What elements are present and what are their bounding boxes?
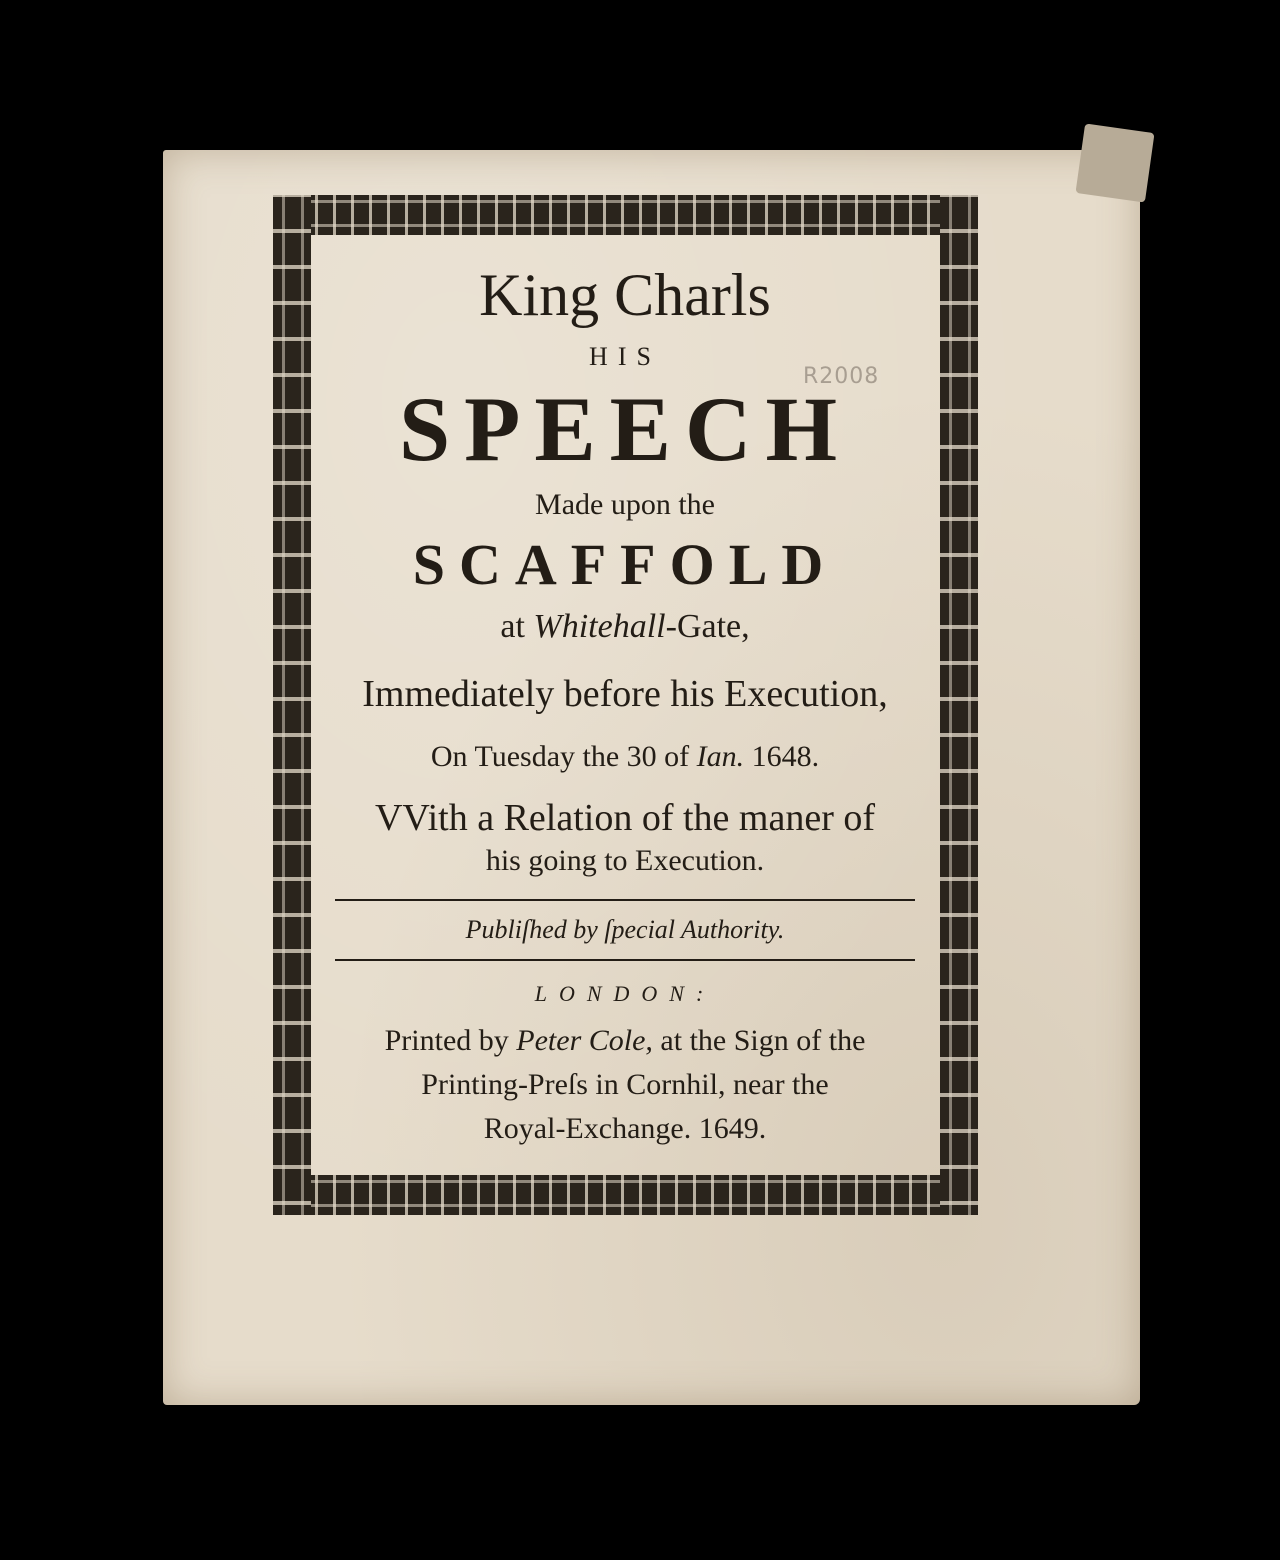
- title-text-block: [311, 245, 939, 1151]
- title-page: [163, 150, 1140, 1405]
- imprint-line-1: [311, 1019, 939, 1063]
- imprint-prefix: Printed by: [384, 1024, 517, 1057]
- title-line-scaffold: SCAFFOLD: [412, 532, 838, 597]
- border-bottom: [273, 1175, 978, 1215]
- shelfmark-stamp: R2008: [803, 364, 880, 389]
- torn-corner: [1075, 123, 1154, 202]
- title-line-king-charls: King Charls: [479, 262, 771, 328]
- title-line-his: HIS: [589, 342, 661, 371]
- date-italic: Ian.: [696, 740, 745, 773]
- border-right: [940, 195, 978, 1215]
- date-prefix: On Tuesday the 30 of: [430, 740, 697, 773]
- whitehall-prefix: at: [500, 608, 534, 645]
- imprint-city: LONDON:: [534, 981, 716, 1006]
- title-line-speech: SPEECH: [398, 378, 852, 480]
- imprint-line-3: Royal-Exchange. 1649.: [483, 1112, 767, 1145]
- whitehall-suffix: Gate,: [676, 608, 750, 645]
- title-line-date: [311, 727, 939, 787]
- imprint-line-2: Printing-Preſs in Cornhil, near the: [421, 1068, 829, 1101]
- title-line-whitehall: [311, 601, 939, 653]
- date-suffix: 1648.: [744, 740, 820, 773]
- rule-bottom: [335, 959, 915, 961]
- published-by-authority: Publiſhed by ſpecial Authority.: [465, 915, 785, 944]
- border-top: [273, 195, 978, 235]
- imprint-suffix: at the Sign of the: [652, 1024, 866, 1057]
- title-line-made-upon: Made upon the: [535, 488, 715, 521]
- imprint-printer: Peter Cole,: [516, 1024, 653, 1057]
- title-line-relation: VVith a Relation of the maner of: [374, 797, 875, 839]
- title-line-immediately: Immediately before his Execution,: [362, 673, 888, 715]
- border-left: [273, 195, 311, 1215]
- title-line-going: his going to Execution.: [485, 844, 765, 877]
- whitehall-italic: Whitehall-: [533, 608, 677, 645]
